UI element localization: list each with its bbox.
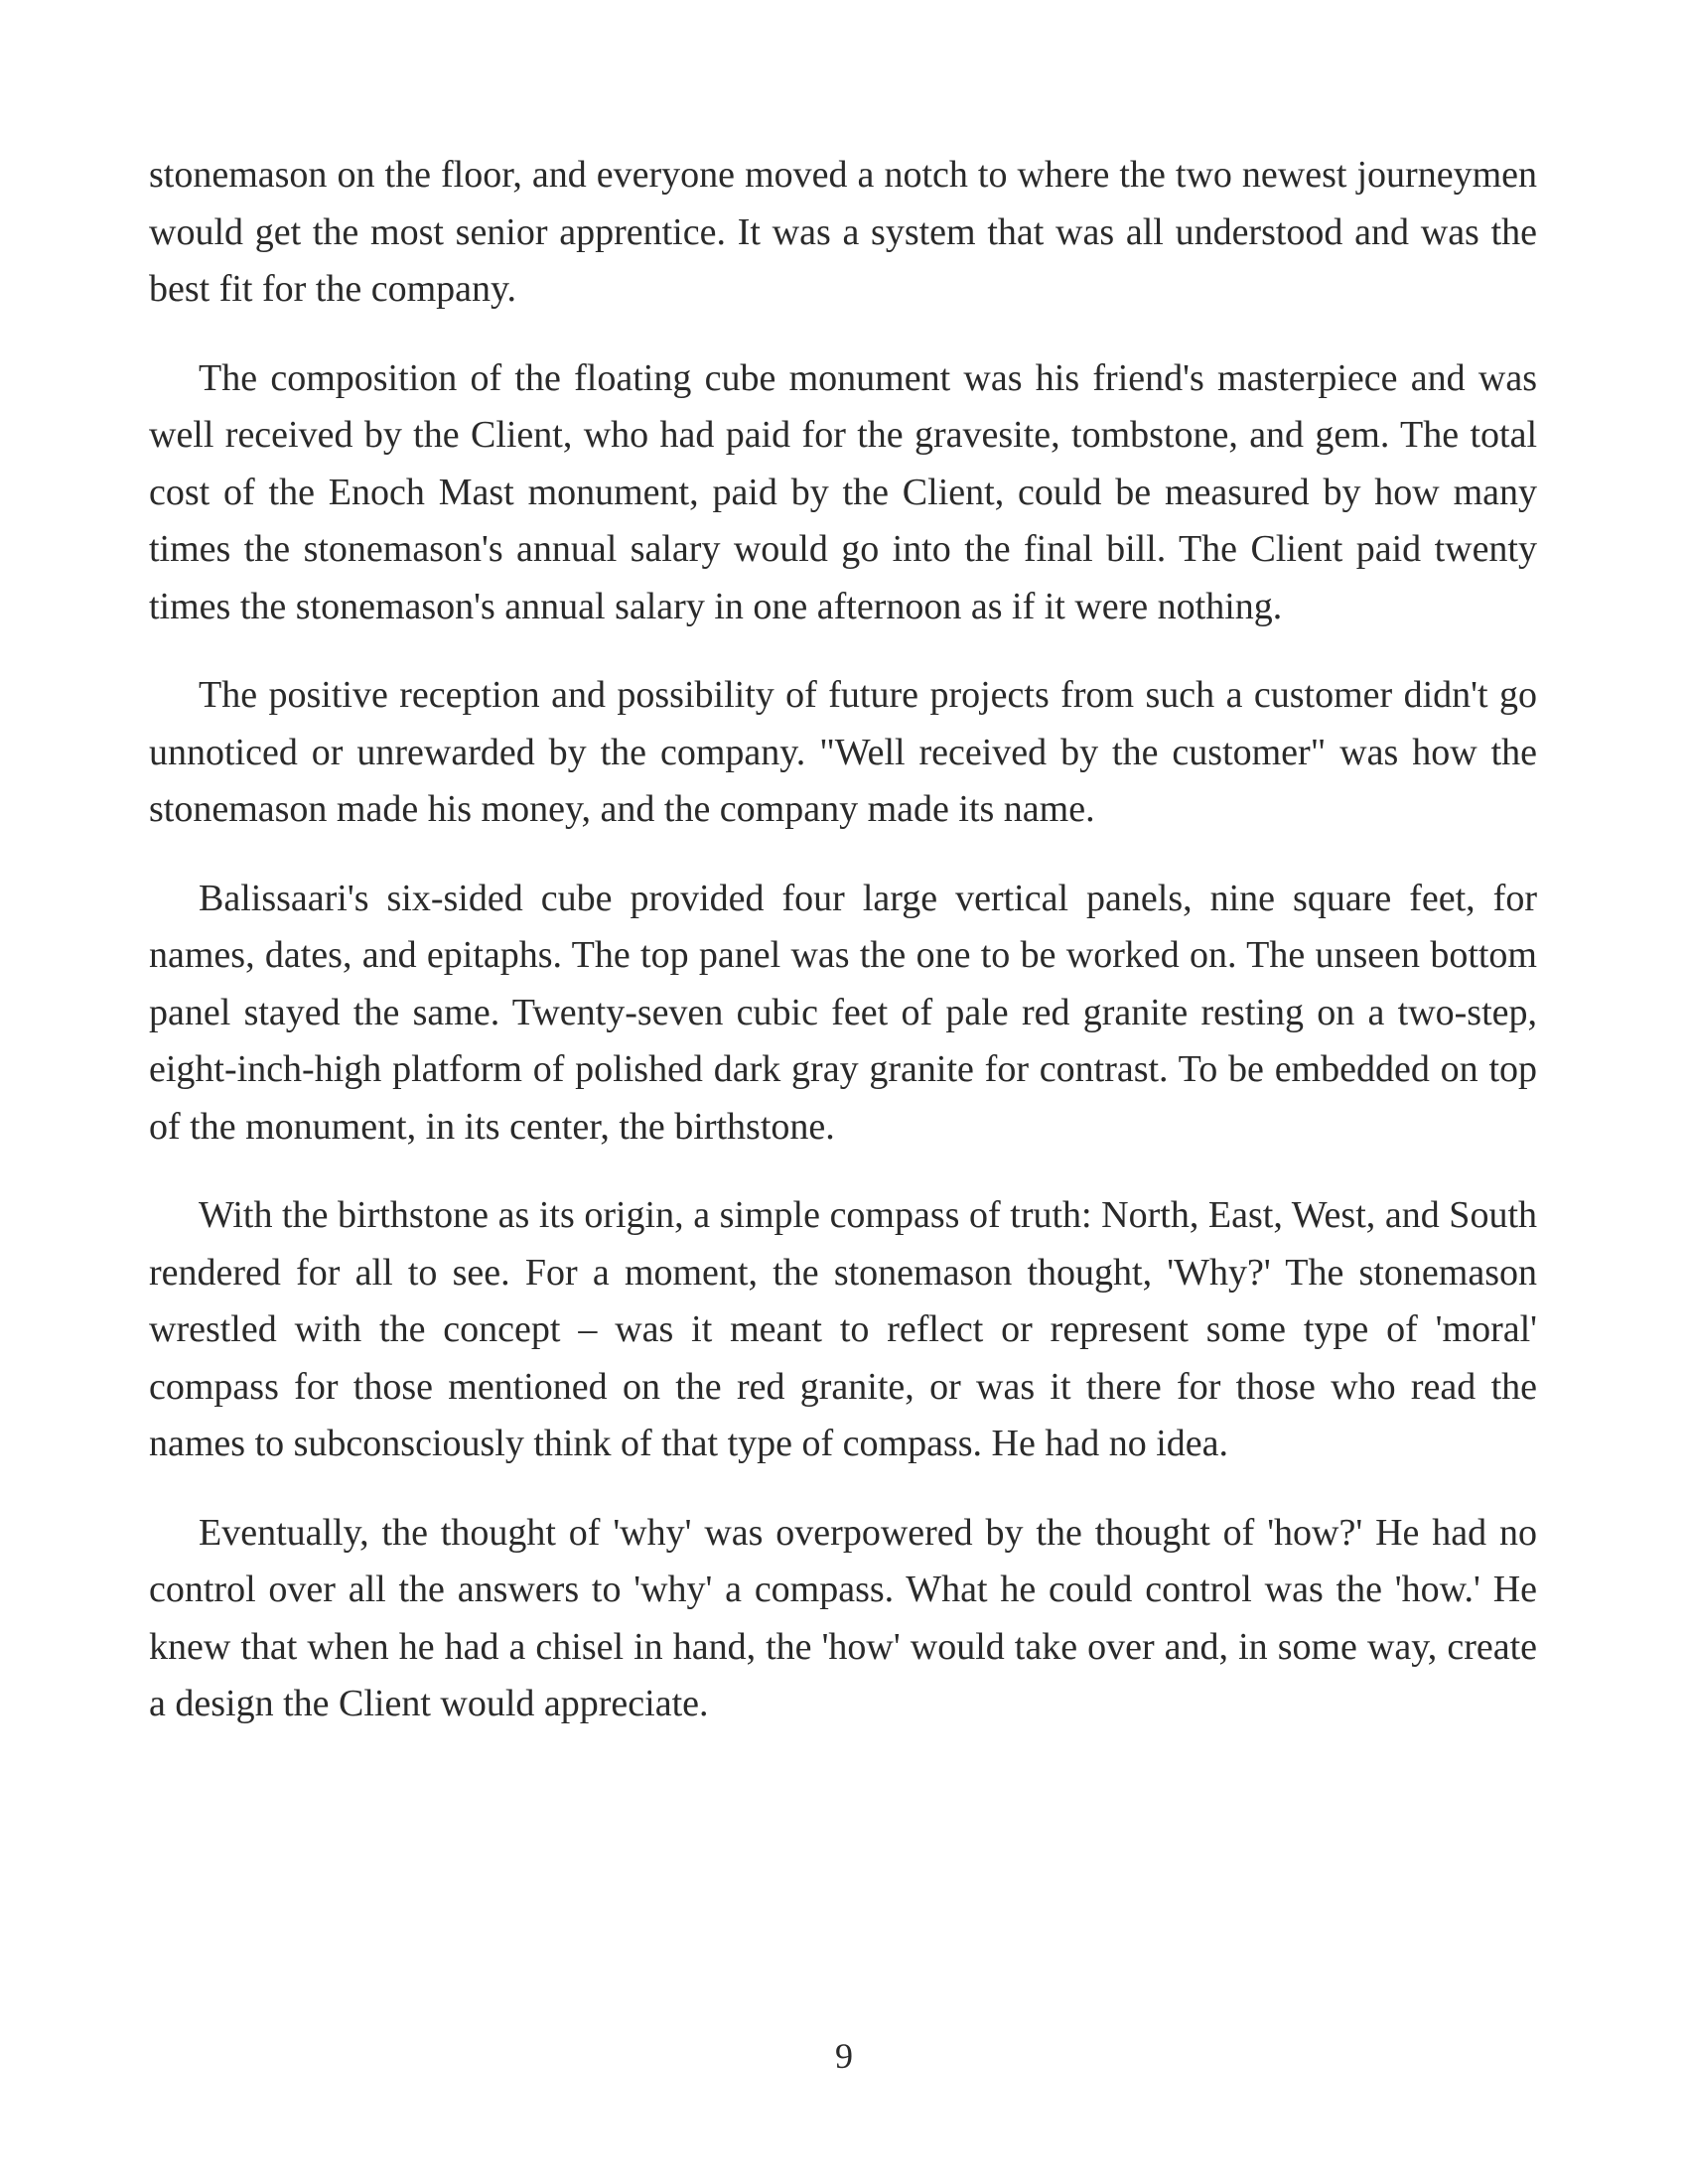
paragraph-3: The positive reception and possibility of future projects from such a customer didn't go unnoticed or unrewarded by the company. "Well received by the customer" was how the stonemason made his money, and the company made its name. bbox=[149, 674, 1537, 830]
paragraph-1: stonemason on the floor, and everyone moved a notch to where the two newest journeymen would get the most senior apprentice. It was a system that was all understood and was the best fit for the company. bbox=[149, 154, 1537, 310]
paragraph-5: With the birthstone as its origin, a simple compass of truth: North, East, West, and South rendered for all to see. For a moment, the stonemason thought, 'Why?' The stonemason wrestled with the concept – was it meant to reflect or represent some type of 'moral' compass for those mentioned on the red granite, or was it there for those who read the names to subconsciously think of that type of compass. He had no idea. bbox=[149, 1194, 1537, 1464]
paragraph-6: Eventually, the thought of 'why' was overpowered by the thought of 'how?' He had no control over all the answers to 'why' a compass. What he could control was the 'how.' He knew that when he had a chisel in hand, the 'how' would take over and, in some way, create a design the Client would appreciate. bbox=[149, 1511, 1537, 1724]
paragraph-2: The composition of the floating cube monument was his friend's masterpiece and was well received by the Client, who had paid for the gravesite, tombstone, and gem. The total cost of the Enoch Mast monument, paid by the Client, could be measured by how many times the stonemason's annual salary would go into the final bill. The Client paid twenty times the stonemason's annual salary in one afternoon as if it were nothing. bbox=[149, 356, 1537, 627]
page-number: 9 bbox=[835, 2036, 853, 2076]
paragraph-4: Balissaari's six-sided cube provided four large vertical panels, nine square feet, for names, dates, and epitaphs. The top panel was the one to be worked on. The unseen bottom panel stayed the same. Twenty-seven cubic feet of pale red granite resting on a two-step, eight-inch-high platform of polished dark gray granite for contrast. To be embedded on top of the monument, in its center, the birthstone. bbox=[149, 877, 1537, 1148]
body-text bbox=[149, 147, 1537, 1765]
